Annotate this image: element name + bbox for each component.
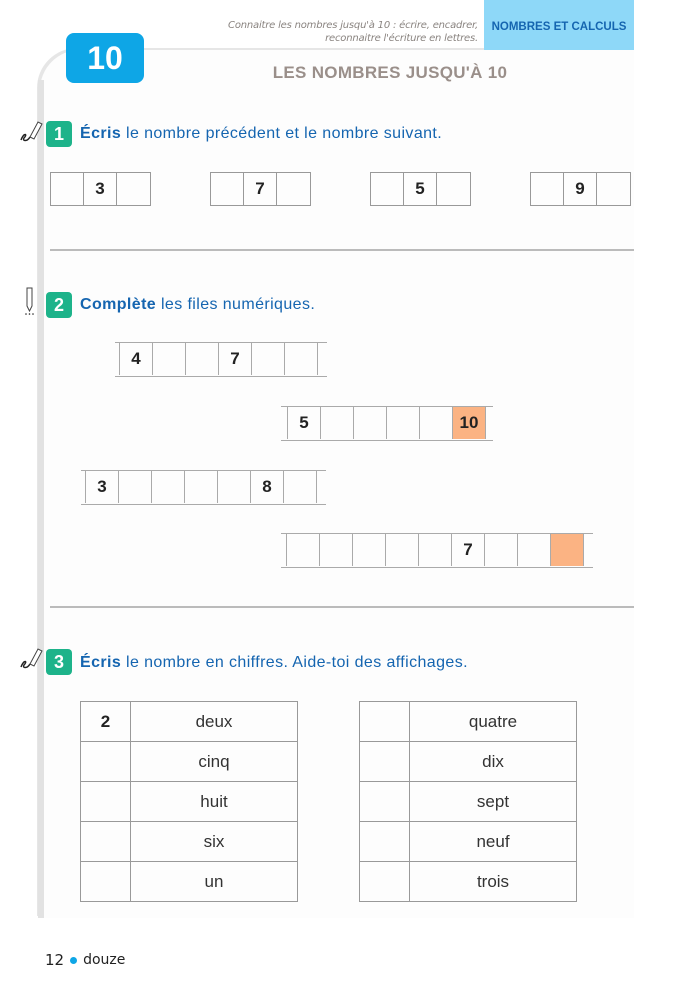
given-number: 3: [84, 173, 117, 205]
objective-line-2: reconnaitre l'écriture en lettres.: [325, 33, 478, 44]
instruction-verb: Écris: [80, 654, 122, 671]
table-row: [81, 782, 298, 822]
panel-border: [38, 80, 44, 918]
page-footer: [45, 951, 125, 969]
page-number-word: douze: [83, 952, 126, 968]
write-pencil-icon: [18, 118, 40, 144]
strip-cell-highlighted: 10: [452, 407, 485, 439]
number-line-4: [281, 533, 593, 568]
section-divider: [50, 249, 634, 251]
strip-cell: 7: [218, 343, 251, 375]
strip-cell[interactable]: [185, 343, 218, 375]
number-line-2: [281, 406, 493, 441]
exercise-1-number: 1: [46, 121, 72, 147]
strip-cell[interactable]: [385, 534, 418, 566]
lesson-number-badge: 10: [66, 33, 144, 83]
exercise-1-instruction: [80, 125, 442, 143]
word-cell: trois: [410, 862, 577, 902]
word-cell: sept: [410, 782, 577, 822]
word-cell: dix: [410, 742, 577, 782]
strip-cell[interactable]: [217, 471, 250, 503]
strip-end: [317, 343, 318, 375]
strip-cell[interactable]: [284, 343, 317, 375]
lesson-objective: [228, 19, 478, 45]
strip-cell: 4: [119, 343, 152, 375]
strip-cell[interactable]: [419, 407, 452, 439]
table-row: [81, 742, 298, 782]
strip-end: [316, 471, 317, 503]
digit-cell[interactable]: [81, 742, 131, 782]
instruction-text: le nombre en chiffres. Aide-toi des affichages.: [121, 654, 468, 671]
strip-cell[interactable]: [386, 407, 419, 439]
strip-cell[interactable]: [352, 534, 385, 566]
strip-cell[interactable]: [118, 471, 151, 503]
write-pencil-icon: [18, 645, 40, 671]
strip-cell[interactable]: [286, 534, 319, 566]
table-row: [81, 822, 298, 862]
digit-cell[interactable]: [360, 742, 410, 782]
instruction-verb: Complète: [80, 296, 157, 313]
strip-cell[interactable]: [251, 343, 284, 375]
word-cell: deux: [131, 702, 298, 742]
strip-cell[interactable]: [418, 534, 451, 566]
given-number: 5: [404, 173, 437, 205]
number-line-1: [115, 342, 327, 377]
page-number: 12: [45, 951, 65, 969]
bullet-dot-icon: [70, 957, 77, 964]
given-number: 7: [244, 173, 277, 205]
strip-cell[interactable]: [353, 407, 386, 439]
words-table-left: [80, 701, 298, 902]
table-row: [360, 822, 577, 862]
answer-cell[interactable]: [211, 173, 244, 205]
strip-cell[interactable]: [320, 407, 353, 439]
section-divider: [50, 606, 634, 608]
strip-cell: 7: [451, 534, 484, 566]
exercise-3-instruction: [80, 654, 468, 672]
number-frame-4: [530, 172, 631, 206]
exercise-3-number: 3: [46, 649, 72, 675]
word-cell: six: [131, 822, 298, 862]
number-frame-3: [370, 172, 471, 206]
strip-cell: 3: [85, 471, 118, 503]
instruction-text: les files numériques.: [156, 296, 316, 313]
strip-cell[interactable]: [151, 471, 184, 503]
table-row: [360, 782, 577, 822]
exercise-2-instruction: [80, 296, 315, 314]
table-row: [81, 862, 298, 902]
objective-line-1: Connaitre les nombres jusqu'à 10 : écrire, encadrer,: [228, 20, 478, 31]
number-line-3: [81, 470, 326, 505]
given-number: 9: [564, 173, 597, 205]
domain-tab: NOMBRES ET CALCULS: [484, 0, 634, 50]
words-table-right: [359, 701, 577, 902]
table-row: [81, 702, 298, 742]
strip-end: [485, 407, 486, 439]
instruction-verb: Écris: [80, 125, 122, 142]
strip-cell[interactable]: [484, 534, 517, 566]
strip-cell: 8: [250, 471, 283, 503]
number-frame-1: [50, 172, 151, 206]
table-row: [360, 862, 577, 902]
answer-cell[interactable]: [531, 173, 564, 205]
pencil-icon: [22, 286, 44, 312]
strip-cell[interactable]: [283, 471, 316, 503]
strip-cell: 5: [287, 407, 320, 439]
answer-cell[interactable]: [117, 173, 150, 205]
table-row: [360, 702, 577, 742]
lesson-title: LES NOMBRES JUSQU'À 10: [272, 63, 508, 82]
strip-cell[interactable]: [517, 534, 550, 566]
word-cell: huit: [131, 782, 298, 822]
digit-cell[interactable]: [81, 782, 131, 822]
digit-cell[interactable]: [360, 782, 410, 822]
strip-cell[interactable]: [184, 471, 217, 503]
word-cell: quatre: [410, 702, 577, 742]
digit-cell[interactable]: [360, 822, 410, 862]
strip-cell-highlighted[interactable]: [550, 534, 583, 566]
answer-cell[interactable]: [597, 173, 630, 205]
digit-cell[interactable]: [81, 822, 131, 862]
instruction-text: le nombre précédent et le nombre suivant.: [121, 125, 443, 142]
strip-end: [583, 534, 584, 566]
digit-cell: 2: [81, 702, 131, 742]
word-cell: neuf: [410, 822, 577, 862]
answer-cell[interactable]: [371, 173, 404, 205]
digit-cell[interactable]: [81, 862, 131, 902]
word-cell: cinq: [131, 742, 298, 782]
strip-cell[interactable]: [152, 343, 185, 375]
number-frame-2: [210, 172, 311, 206]
answer-cell[interactable]: [437, 173, 470, 205]
digit-cell[interactable]: [360, 862, 410, 902]
table-row: [360, 742, 577, 782]
word-cell: un: [131, 862, 298, 902]
exercise-2-number: 2: [46, 292, 72, 318]
strip-cell[interactable]: [319, 534, 352, 566]
answer-cell[interactable]: [277, 173, 310, 205]
answer-cell[interactable]: [51, 173, 84, 205]
digit-cell[interactable]: [360, 702, 410, 742]
